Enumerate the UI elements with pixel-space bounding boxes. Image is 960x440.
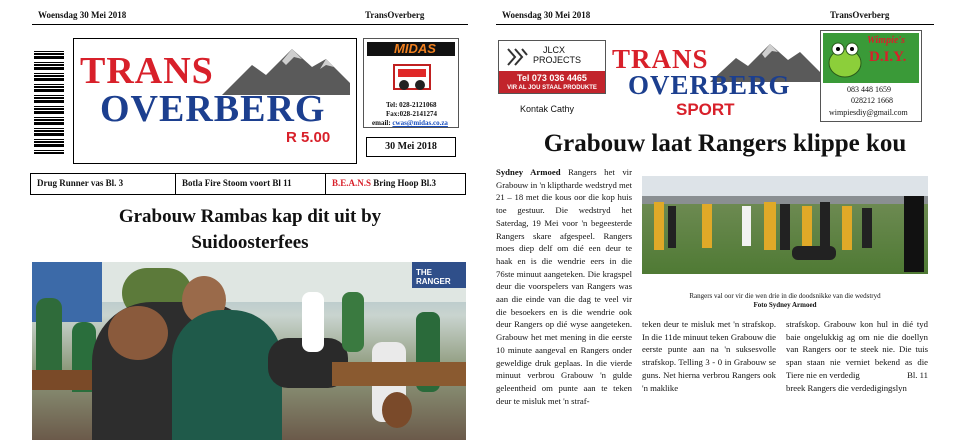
midas-email-label: email: bbox=[372, 119, 391, 127]
midas-email bbox=[372, 119, 448, 127]
masthead-sport: SPORT bbox=[676, 100, 735, 119]
player bbox=[820, 202, 830, 250]
person-head bbox=[108, 306, 168, 360]
banner-flag bbox=[904, 196, 924, 272]
dateline: Woensdag 30 Mei 2018 bbox=[38, 10, 127, 20]
price: R 5.00 bbox=[286, 129, 331, 146]
header-rule bbox=[496, 24, 934, 25]
jlcx-name2: PROJECTS bbox=[533, 55, 582, 65]
photo-banner-text: THE RANGER bbox=[416, 268, 451, 286]
midas-ad bbox=[363, 38, 459, 128]
photo-caption: Rangers val oor vir die wen drie in die doodsnikke van die wedstryd bbox=[689, 292, 881, 300]
player bbox=[668, 206, 676, 248]
player bbox=[842, 206, 852, 250]
byline: Sydney Armoed bbox=[496, 167, 561, 177]
garage-logo-icon bbox=[392, 59, 432, 95]
teaser-3-prefix: B.E.A.N.S bbox=[332, 178, 372, 188]
player bbox=[764, 202, 776, 250]
midas-fax: Fax:028-2141274 bbox=[386, 110, 437, 118]
wimpies-phone2: 028212 1668 bbox=[851, 96, 893, 105]
drum bbox=[382, 392, 412, 428]
teaser-3-text: Bring Hoop Bl.3 bbox=[371, 178, 437, 188]
teaser-1[interactable]: Drug Runner vas Bl. 3 bbox=[37, 178, 124, 188]
article-col1-text: Rangers het vir Grabouw in 'n kliptharde wedstryd met 21 – 18 met die kous oor die kop huis toe gestuur. Die wedstryd het Saterdag, 19 Mei voor 'n begeesterde Rangers skare afgespeel. Rangers moes diep delf om dié een deur te haak en is die wendrie eers in die 76ste minuut aangeteken. Die kragspel deur die voorspelers van Rangers was aan die einde van die dag te veel vir die besoekers en is die wendrie ook deur Rangers op dié wyse aangeteken. Grabouw het met mening in die eerste 10 minute aangeval en Rangers onder geweldige druk geplaas. In die vierde minuut verbrou Grabouw 'n gulde geleentheid om punte aan te teken deur te misluk met 'n straf- bbox=[496, 167, 632, 406]
wimpies-phone1: 083 448 1659 bbox=[847, 85, 891, 94]
midas-tel: Tel: 028-2121068 bbox=[386, 101, 437, 109]
person-green-jacket bbox=[172, 310, 282, 440]
masthead-overberg: OVERBERG bbox=[628, 70, 791, 100]
jlcx-tel: Tel 073 036 4465 bbox=[517, 73, 587, 83]
player bbox=[654, 202, 664, 250]
front-headline: Grabouw Rambas kap dit uit by Suidoosterfees bbox=[118, 206, 382, 253]
wimpies-name2: D.I.Y. bbox=[869, 49, 907, 65]
header-rule bbox=[32, 24, 468, 25]
midas-email-link[interactable]: cwas@midas.co.za bbox=[392, 119, 448, 127]
sport-page bbox=[490, 0, 960, 440]
wimpies-email[interactable]: wimpiesdiy@gmail.com bbox=[829, 108, 908, 117]
frog-mascot-icon bbox=[825, 37, 865, 81]
masthead-overberg: OVERBERG bbox=[100, 88, 326, 130]
masthead bbox=[73, 38, 357, 164]
wimpies-ad bbox=[820, 30, 922, 122]
player bbox=[780, 204, 790, 250]
photo-credit: Foto Sydney Armoed bbox=[753, 301, 817, 309]
jlcx-logo-icon bbox=[505, 45, 529, 69]
page-jump[interactable]: Bl. 11 bbox=[907, 369, 928, 380]
paper-name: TransOverberg bbox=[365, 10, 425, 20]
front-photo bbox=[32, 262, 466, 440]
masthead-trans: TRANS bbox=[80, 50, 214, 92]
article-col3-tail: breek Rangers die verdedigingslyn bbox=[786, 382, 907, 393]
player bbox=[742, 206, 751, 246]
marimba bbox=[332, 362, 466, 386]
midas-logo: MIDAS bbox=[394, 41, 436, 56]
player bbox=[862, 208, 872, 248]
wimpies-name1: Wimpie's bbox=[867, 35, 905, 46]
article-column-1 bbox=[496, 166, 632, 438]
article-column-2: teken deur te misluk met 'n strafskop. In die 11de minuut teken Grabouw die eerste punte aan na 'n suksesvolle strafskop. Telling 3 - 0 in Grabouw se guns. Net hierna verbrou Rangers ook 'n maklike bbox=[642, 319, 776, 393]
jlcx-ad bbox=[498, 40, 606, 94]
dateline: Woensdag 30 Mei 2018 bbox=[502, 10, 591, 20]
masthead-trans: TRANS bbox=[612, 44, 709, 74]
player bbox=[802, 206, 812, 250]
jlcx-slogan: VIR AL JOU STAAL PRODUKTE bbox=[507, 85, 597, 91]
article-column-3 bbox=[786, 318, 928, 438]
jlcx-contact: Kontak Cathy bbox=[520, 104, 575, 114]
barcode bbox=[34, 50, 64, 154]
paper-name: TransOverberg bbox=[830, 10, 890, 20]
teaser-2[interactable]: Botla Fire Stoom voort Bl 11 bbox=[175, 174, 298, 194]
rugby-photo bbox=[642, 176, 928, 274]
front-page bbox=[0, 0, 470, 440]
player bbox=[702, 204, 712, 248]
sport-headline: Grabouw laat Rangers klippe kou bbox=[543, 130, 907, 157]
player-diving bbox=[792, 246, 836, 260]
jlcx-name1: JLCX bbox=[543, 45, 566, 55]
article-col3-text: strafskop. Grabouw kon hul in dié tyd baie ongelukkig ag om nie die doellyn van Rangers oor te steek nie. Die tuis span staan nie verniet bekend as die Tiere nie en verdedig bbox=[786, 319, 928, 380]
teaser-3[interactable] bbox=[325, 174, 442, 194]
date-box: 30 Mei 2018 bbox=[366, 137, 456, 157]
